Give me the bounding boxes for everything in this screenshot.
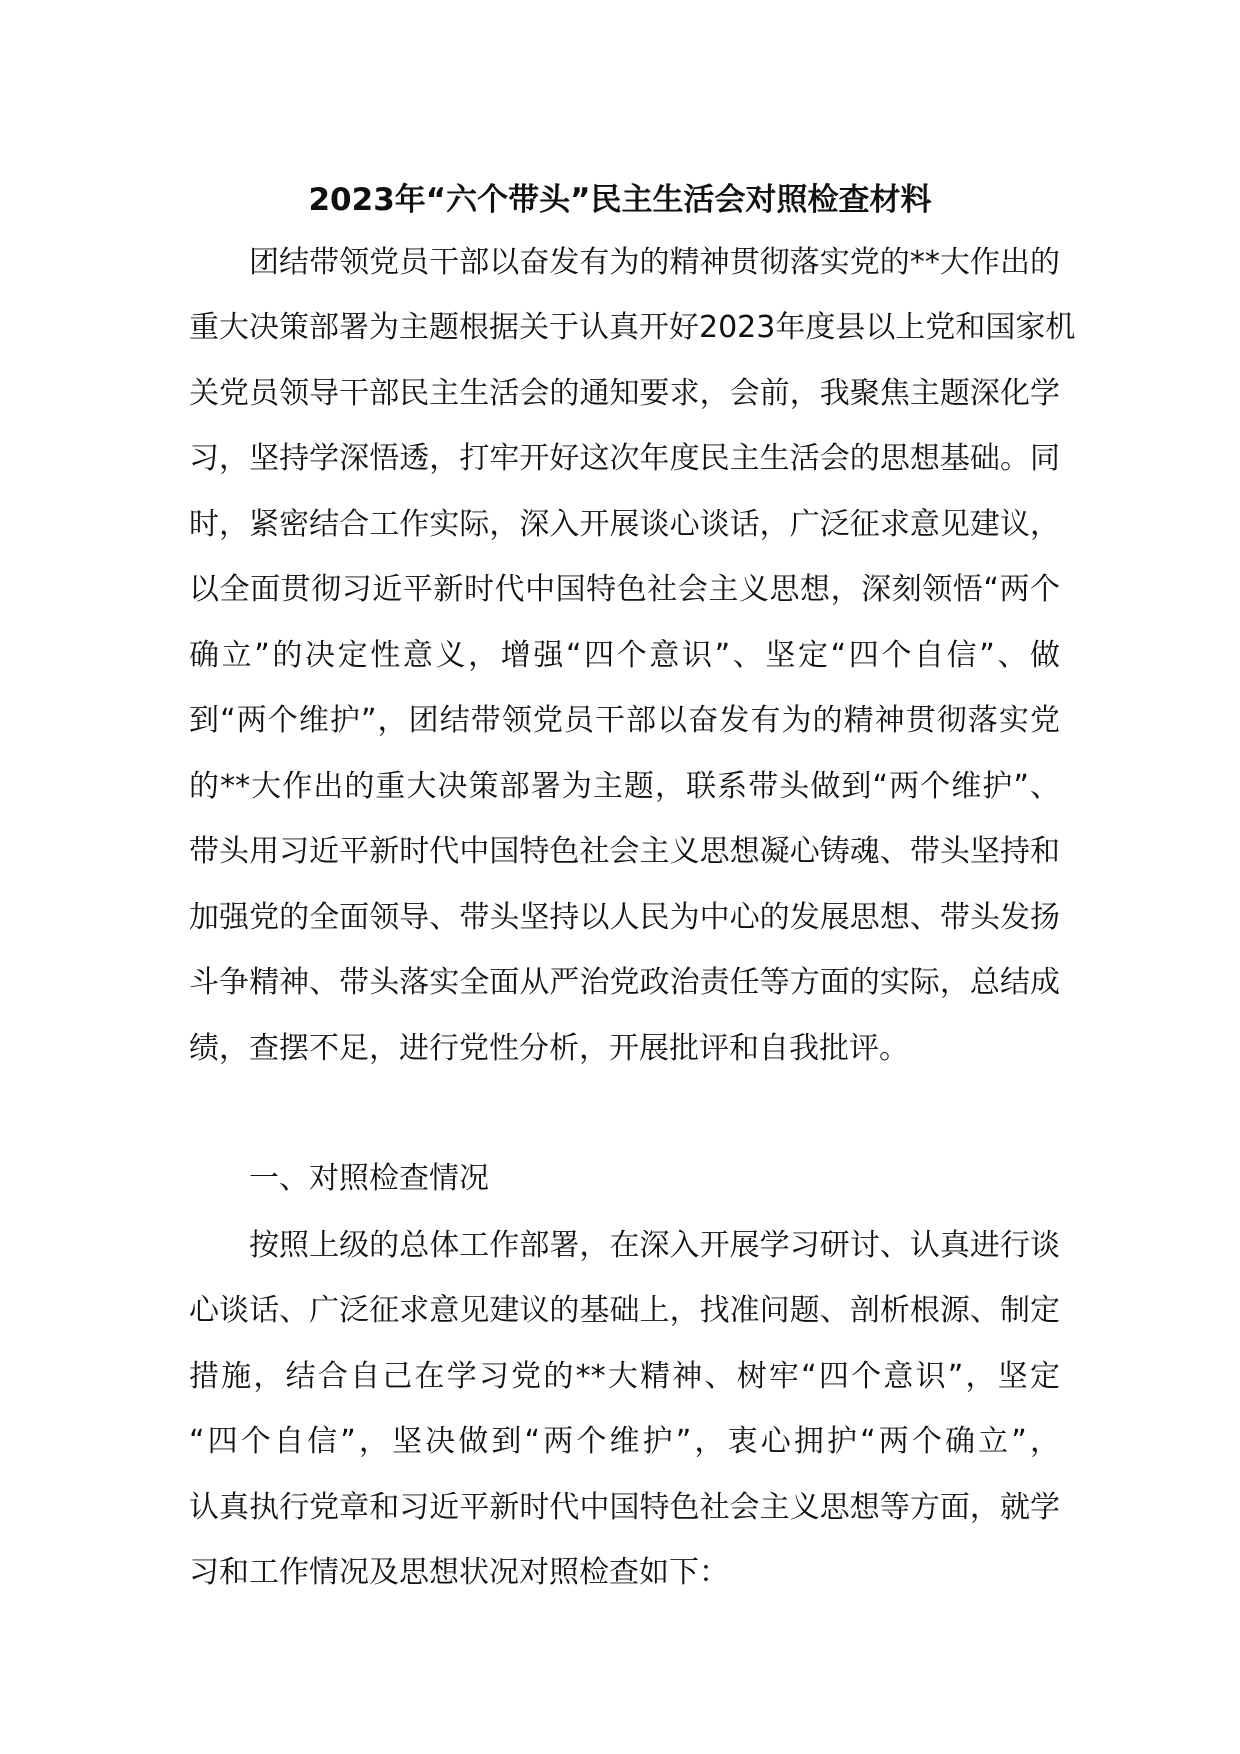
paragraph-line: 绩，查摆不足，进行党性分析，开展批评和自我批评。: [189, 1031, 909, 1066]
paragraph-line: 重大决策部署为主题根据关于认真开好2023年度县以上党和国家机: [189, 310, 1076, 345]
paragraph-line: 按照上级的总体工作部署，在深入开展学习研讨、认真进行谈: [249, 1228, 1060, 1263]
paragraph-line: 习，坚持学深悟透，打牢开好这次年度民主生活会的思想基础。同: [189, 441, 1060, 476]
paragraph-line: 时，紧密结合工作实际，深入开展谈心谈话，广泛征求意见建议，: [189, 507, 1060, 542]
paragraph-line: “四个自信”，坚决做到“两个维护”，衷心拥护“两个确立”，: [189, 1424, 1060, 1459]
paragraph-line: 加强党的全面领导、带头坚持以人民为中心的发展思想、带头发扬: [189, 900, 1060, 935]
paragraph-line: 团结带领党员干部以奋发有为的精神贯彻落实党的**大作出的: [249, 245, 1060, 280]
paragraph-line: 到“两个维护”，团结带领党员干部以奋发有为的精神贯彻落实党: [189, 703, 1060, 738]
paragraph-line: 认真执行党章和习近平新时代中国特色社会主义思想等方面，就学: [189, 1490, 1060, 1525]
paragraph-line: 的**大作出的重大决策部署为主题，联系带头做到“两个维护”、: [189, 769, 1060, 804]
paragraph-line: 确立”的决定性意义，增强“四个意识”、坚定“四个自信”、做: [189, 638, 1060, 673]
document-title: 2023年“六个带头”民主生活会对照检查材料: [308, 182, 932, 218]
section-heading: 一、对照检查情况: [249, 1161, 489, 1196]
paragraph-line: 心谈话、广泛征求意见建议的基础上，找准问题、剖析根源、制定: [189, 1293, 1060, 1328]
paragraph-line: 习和工作情况及思想状况对照检查如下：: [189, 1555, 729, 1590]
paragraph-line: 带头用习近平新时代中国特色社会主义思想凝心铸魂、带头坚持和: [189, 834, 1060, 869]
paragraph-line: 关党员领导干部民主生活会的通知要求，会前，我聚焦主题深化学: [189, 376, 1060, 411]
paragraph-line: 措施，结合自己在学习党的**大精神、树牢“四个意识”，坚定: [189, 1359, 1060, 1394]
paragraph-line: 斗争精神、带头落实全面从严治党政治责任等方面的实际，总结成: [189, 965, 1060, 1000]
paragraph-line: 以全面贯彻习近平新时代中国特色社会主义思想，深刻领悟“两个: [189, 572, 1060, 607]
